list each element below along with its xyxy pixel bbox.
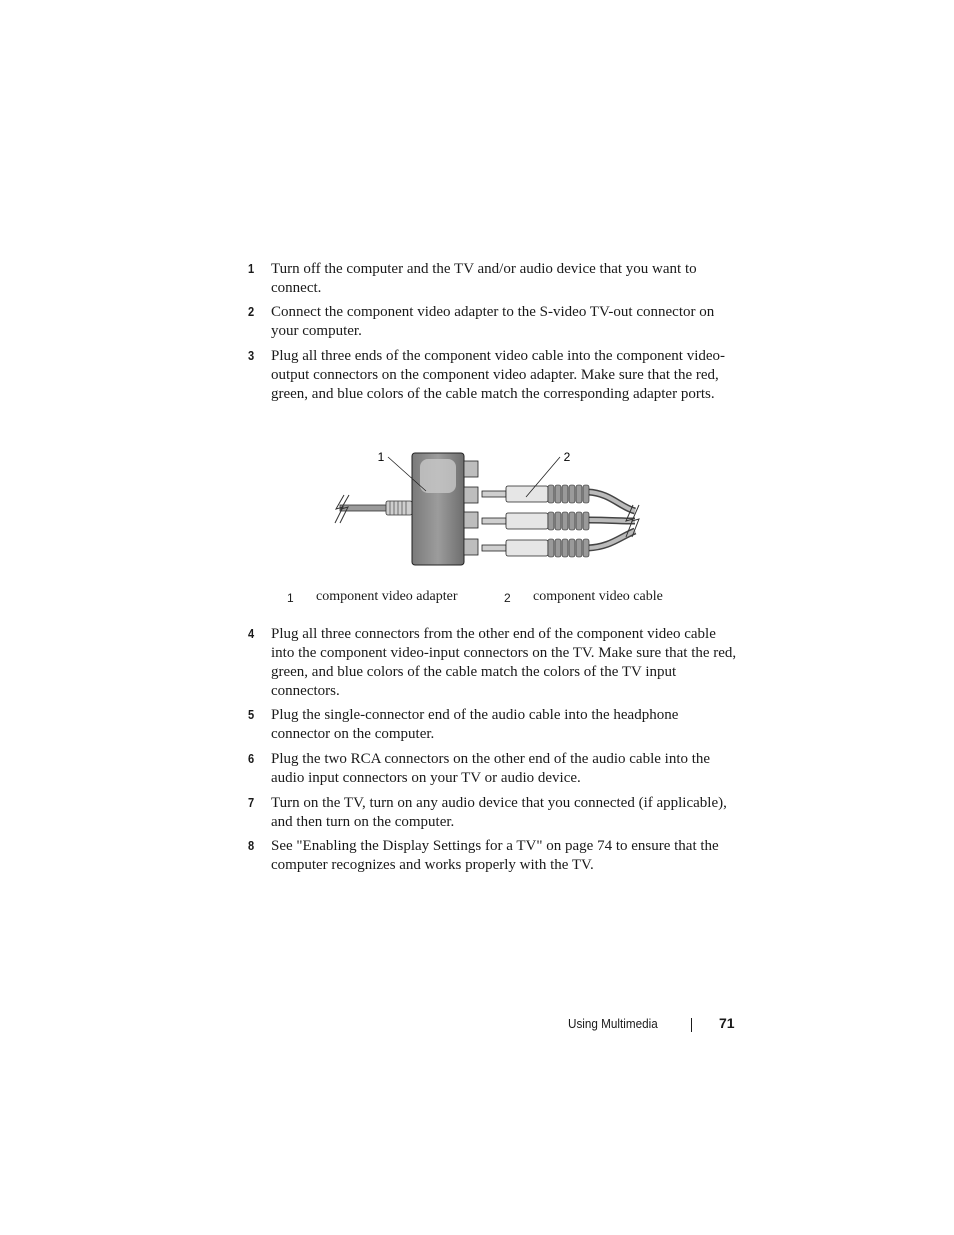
footer-section-title: Using Multimedia [568,1016,658,1031]
step-number: 2 [248,304,255,319]
step-1 [248,260,738,298]
callout-2: 2 [563,450,571,464]
step-text: Turn off the computer and the TV and/or audio device that you want to connect. [271,261,697,296]
adapter-cable-illustration [330,445,650,575]
step-3 [248,347,738,404]
step-number: 3 [248,348,255,363]
step-number: 8 [248,838,255,853]
legend-num-2: 2 [504,591,511,605]
step-2 [248,303,738,341]
step-5 [248,706,738,744]
step-text: See "Enabling the Display Settings for a TV" on page 74 to ensure that the computer recognizes and works properly with the TV. [271,838,719,873]
step-text: Plug all three connectors from the other end of the component video cable into the component video-input connectors on the TV. Make sure that the red, green, and blue colors of the cable match the colors of the TV input connectors. [271,626,737,699]
step-number: 5 [248,707,255,722]
component-video-cable [482,485,639,557]
legend-num-1: 1 [287,591,294,605]
footer-separator [691,1018,692,1032]
step-text: Plug the single-connector end of the audio cable into the headphone connector on the computer. [271,707,679,742]
step-number: 6 [248,751,255,766]
step-6 [248,750,738,788]
step-4 [248,625,738,701]
step-number: 7 [248,795,255,810]
callout-1: 1 [377,450,385,464]
step-text: Turn on the TV, turn on any audio device that you connected (if applicable), and then turn on the computer. [271,795,727,830]
page-number: 71 [719,1015,735,1031]
step-text: Connect the component video adapter to the S-video TV-out connector on your computer. [271,304,715,339]
svideo-cable [335,495,412,523]
component-video-adapter [412,453,478,565]
step-number: 1 [248,261,255,276]
step-number: 4 [248,626,255,641]
legend-text-1: component video adapter [316,589,458,604]
step-7 [248,794,738,832]
step-text: Plug all three ends of the component video cable into the component video-output connectors on the component video adapter. Make sure that the red, green, and blue colors of the cable match the corresponding adapter ports. [271,348,726,402]
step-8 [248,837,738,875]
legend-text-2: component video cable [533,589,663,604]
step-text: Plug the two RCA connectors on the other end of the audio cable into the audio input connectors on your TV or audio device. [271,751,711,786]
